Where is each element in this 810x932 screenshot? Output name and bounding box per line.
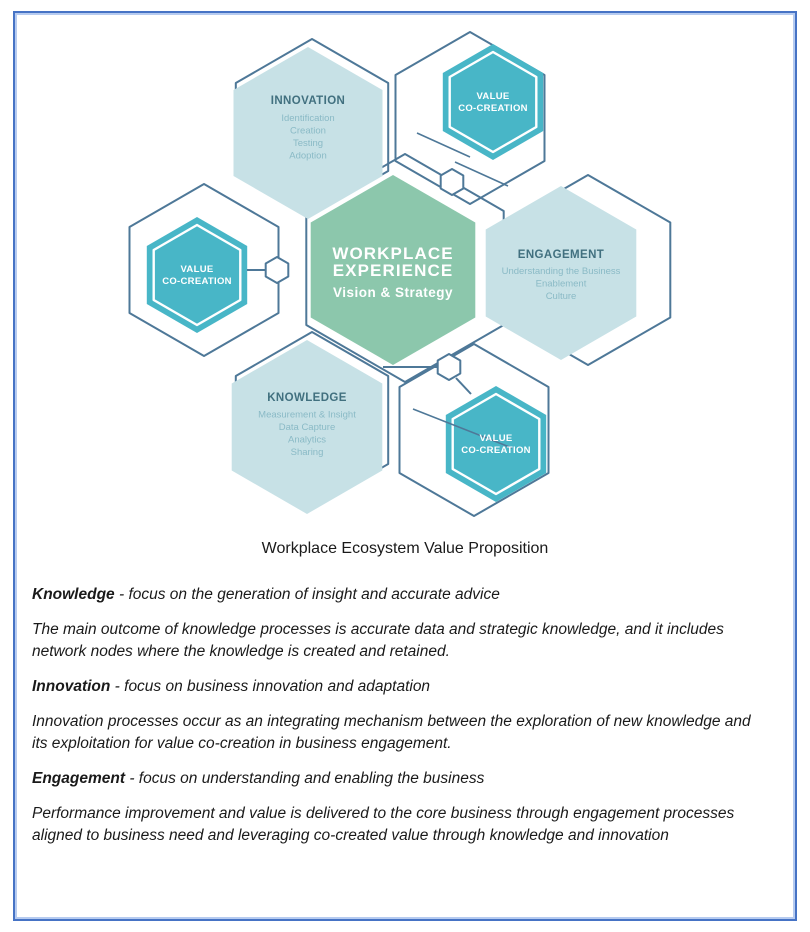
ecosystem-diagram — [16, 21, 794, 526]
innovation-label: INNOVATION — [270, 95, 346, 107]
knowledge-term-line — [32, 584, 769, 606]
connector-hexagon-bottom — [438, 354, 461, 380]
engagement-item: Understanding the Business — [501, 266, 621, 277]
connector-hexagon-left — [266, 257, 289, 283]
knowledge-item: Measurement & Insight — [258, 409, 356, 421]
value-label-top-line1: VALUE — [476, 91, 510, 102]
description-text — [15, 558, 795, 847]
innovation-item: Creation — [290, 125, 326, 137]
innovation-definition: - focus on business innovation and adaptation — [110, 678, 431, 695]
innovation-description: Innovation processes occur as an integrating mechanism between the exploration of new knowledge and its exploitation for value co-creation in business engagement. — [32, 713, 751, 752]
workplace-title-line2: EXPERIENCE — [332, 261, 454, 280]
value-label-bottom-line1: VALUE — [479, 433, 513, 444]
value-label-left-line1: VALUE — [180, 264, 214, 275]
innovation-term-line — [32, 676, 769, 698]
engagement-item: Culture — [545, 291, 577, 302]
knowledge-label: KNOWLEDGE — [267, 392, 347, 404]
workplace-subtitle: Vision & Strategy — [332, 285, 454, 300]
engagement-term-line — [32, 768, 769, 790]
knowledge-item: Data Capture — [278, 422, 336, 433]
connector-line-bottom-right — [456, 378, 471, 394]
knowledge-item: Analytics — [287, 434, 327, 446]
knowledge-description: The main outcome of knowledge processes is accurate data and strategic knowledge, and it includes network nodes where the knowledge is created and retained. — [32, 621, 724, 660]
value-cocreation-hexagon-bottom — [446, 386, 546, 502]
engagement-definition: - focus on understanding and enabling the business — [125, 770, 485, 787]
value-cocreation-hexagon-top — [443, 44, 543, 160]
value-label-bottom-line2: CO-CREATION — [461, 445, 531, 456]
innovation-item: Identification — [281, 113, 335, 124]
value-label-left-line2: CO-CREATION — [162, 276, 232, 287]
document-frame — [13, 11, 797, 921]
engagement-term: Engagement — [32, 770, 126, 787]
value-cocreation-hexagon-left — [147, 217, 247, 333]
engagement-label: ENGAGEMENT — [517, 249, 605, 261]
knowledge-item: Sharing — [290, 447, 324, 458]
engagement-item: Enablement — [535, 278, 587, 290]
engagement-description: Performance improvement and value is delivered to the core business through engagement processes aligned to business need and leveraging co-created value through knowledge and innovation — [32, 805, 735, 844]
innovation-item: Adoption — [289, 150, 327, 162]
value-label-top-line2: CO-CREATION — [458, 103, 528, 114]
knowledge-definition: - focus on the generation of insight and accurate advice — [114, 586, 500, 603]
innovation-item: Testing — [292, 138, 324, 149]
workplace-title-line1: WORKPLACE — [332, 244, 454, 263]
innovation-term: Innovation — [32, 678, 111, 695]
connector-hexagon-top — [441, 169, 464, 195]
diagram-caption: Workplace Ecosystem Value Proposition — [261, 540, 549, 557]
knowledge-term: Knowledge — [32, 586, 115, 603]
